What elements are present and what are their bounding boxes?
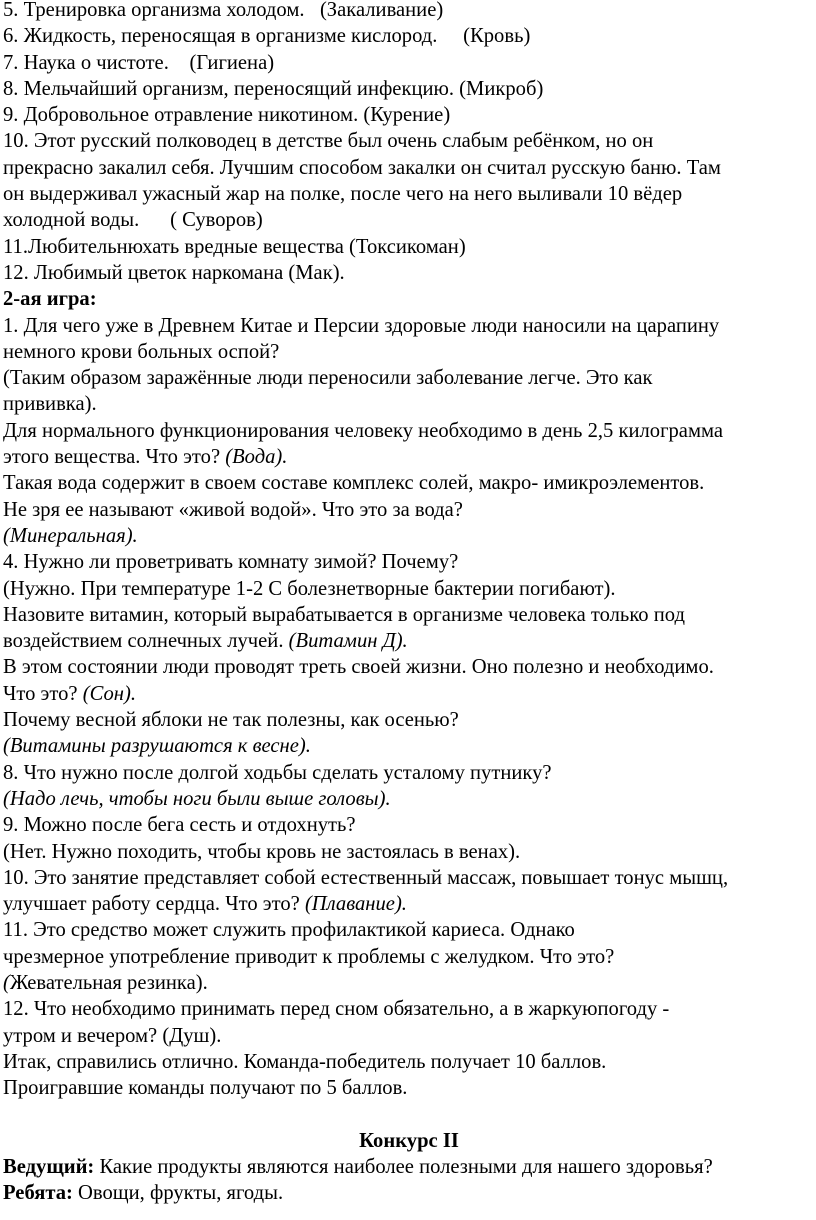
text-line: прекрасно закалил себя. Лучшим способом закалки он считал русскую баню. Там — [3, 156, 721, 179]
text-line: 11. Это средство может служить профилактикой кариеса. Однако — [3, 919, 575, 942]
text-line: утром и вечером? (Душ). — [3, 1024, 222, 1047]
speaker-label: Ведущий: — [3, 1156, 95, 1179]
text-line: 8. Мельчайший организм, переносящий инфекцию. (Микроб) — [3, 77, 544, 100]
answer-text: (Плавание). — [304, 893, 407, 916]
text-line — [3, 444, 815, 470]
dialogue-line — [3, 1180, 815, 1206]
question-text: улучшает работу сердца. Что это? — [3, 893, 305, 916]
answer-paren: ( — [3, 971, 10, 994]
section-heading: 2-ая игра: — [3, 288, 97, 311]
text-line: В этом состоянии люди проводят треть своей жизни. Оно полезно и необходимо. — [3, 656, 714, 679]
answer-text: (Витамин Д). — [288, 630, 408, 653]
blank-line — [3, 1101, 815, 1127]
text-line: Итак, справились отлично. Команда-победитель получает 10 баллов. — [3, 1050, 607, 1073]
text-line: Проигравшие команды получают по 5 баллов. — [3, 1077, 408, 1100]
question-text: Что это? — [3, 682, 83, 705]
text-line: (Нет. Нужно походить, чтобы кровь не застоялась в венах). — [3, 840, 521, 863]
text-line: 10. Это занятие представляет собой естественный массаж, повышает тонус мышц, — [3, 866, 729, 889]
text-line: 6. Жидкость, переносящая в организме кислород. (Кровь) — [3, 25, 531, 48]
question-text: этого вещества. Что это? — [3, 446, 226, 469]
text-line: 11.Любительнюхать вредные вещества (Токсикоман) — [3, 235, 466, 258]
answer-text: (Вода). — [225, 446, 288, 469]
answer-text: Жевательная резинка). — [9, 971, 208, 994]
text-line: 9. Добровольное отравление никотином. (Курение) — [3, 104, 451, 127]
text-line: (Таким образом заражённые люди переносили заболевание легче. Это как — [3, 367, 653, 390]
text-line: чрезмерное употребление приводит к проблемы с желудком. Что это? — [3, 945, 615, 968]
question-text: воздействием солнечных лучей. — [3, 630, 289, 653]
text-line — [3, 891, 815, 917]
answer-line: (Надо лечь, чтобы ноги были выше головы). — [3, 787, 391, 810]
document-page — [3, 0, 815, 1207]
text-line: (Нужно. При температуре 1-2 С болезнетворные бактерии погибают). — [3, 577, 616, 600]
text-line — [3, 681, 815, 707]
text-line: прививка). — [3, 393, 97, 416]
dialogue-text: Какие продукты являются наиболее полезными для нашего здоровья? — [94, 1156, 713, 1179]
text-line: Такая вода содержит в своем составе комплекс солей, макро- имикроэлементов. — [3, 472, 705, 495]
text-line: 12. Любимый цветок наркомана (Мак). — [3, 261, 345, 284]
text-line: 4. Нужно ли проветривать комнату зимой? Почему? — [3, 551, 459, 574]
contest-title: Конкурс II — [359, 1129, 459, 1152]
text-line: Для нормального функционирования человеку необходимо в день 2,5 килограмма — [3, 419, 724, 442]
text-line: 9. Можно после бега сесть и отдохнуть? — [3, 814, 356, 837]
text-line: Не зря ее называют «живой водой». Что это за вода? — [3, 498, 463, 521]
text-line: холодной воды. ( Суворов) — [3, 209, 263, 232]
text-line: Почему весной яблоки не так полезны, как осенью? — [3, 709, 459, 732]
text-line: Назовите витамин, который вырабатывается в организме человека только под — [3, 603, 685, 626]
text-line: 12. Что необходимо принимать перед сном обязательно, а в жаркуюпогоду - — [3, 998, 670, 1021]
text-line — [3, 970, 815, 996]
text-line: 1. Для чего уже в Древнем Китае и Персии здоровые люди наносили на царапину — [3, 314, 720, 337]
text-line: 10. Этот русский полководец в детстве был очень слабым ребёнком, но он — [3, 130, 654, 153]
text-line: немного крови больных оспой? — [3, 340, 280, 363]
answer-line: (Минеральная). — [3, 524, 138, 547]
dialogue-line — [3, 1154, 815, 1180]
text-line: 8. Что нужно после долгой ходьбы сделать усталому путнику? — [3, 761, 552, 784]
text-line: он выдерживал ужасный жар на полке, после чего на него выливали 10 вёдер — [3, 183, 683, 206]
text-line: 7. Наука о чистоте. (Гигиена) — [3, 51, 275, 74]
speaker-label: Ребята: — [3, 1182, 73, 1205]
dialogue-text: Овощи, фрукты, ягоды. — [72, 1182, 284, 1205]
answer-line: (Витамины разрушаются к весне). — [3, 735, 311, 758]
text-line: 5. Тренировка организма холодом. (Закаливание) — [3, 0, 444, 21]
answer-text: (Сон). — [82, 682, 136, 705]
text-line — [3, 628, 815, 654]
